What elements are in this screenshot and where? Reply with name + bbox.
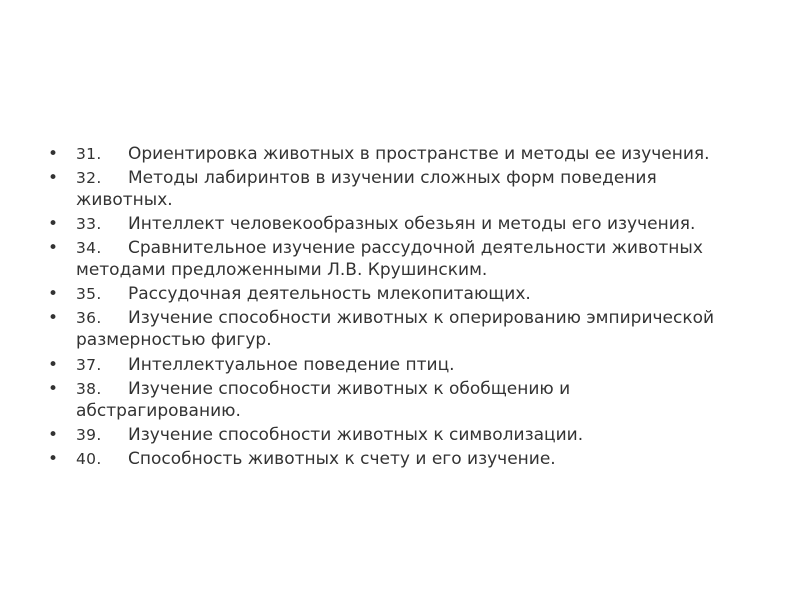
item-text: Изучение способности животных к обобщению и абстрагированию. [76, 378, 571, 421]
item-text: Интеллект человекообразных обезьян и методы его изучения. [128, 214, 696, 235]
item-number: 31. [76, 145, 102, 163]
item-text: Ориентировка животных в пространстве и методы ее изучения. [128, 144, 710, 164]
item-number: 39. [76, 425, 102, 444]
bullet-icon: • [48, 168, 59, 189]
item-text: Способность животных к счету и его изучение. [128, 448, 556, 469]
item-text: Изучение способности животных к символизации. [128, 424, 584, 445]
item-number: 33. [76, 215, 102, 234]
list-item [48, 448, 738, 470]
bullet-icon: • [48, 144, 59, 164]
bullet-icon: • [48, 214, 59, 235]
list-item [48, 424, 738, 446]
bullet-icon: • [48, 284, 59, 305]
list-item [48, 167, 738, 211]
item-number: 36. [76, 309, 102, 328]
list-item [48, 307, 738, 351]
item-text: Интеллектуальное поведение птиц. [128, 354, 455, 375]
item-number: 37. [76, 355, 102, 374]
list-item [48, 143, 738, 165]
item-number: 38. [76, 379, 102, 398]
item-number: 34. [76, 239, 102, 258]
bullet-icon: • [48, 354, 59, 375]
item-text: Методы лабиринтов в изучении сложных форм поведения животных. [76, 168, 657, 211]
list-item [48, 213, 738, 235]
bullet-icon: • [48, 448, 59, 469]
item-text: Рассудочная деятельность млекопитающих. [128, 284, 531, 305]
list-item [48, 378, 738, 422]
bullet-icon: • [48, 378, 59, 399]
item-text: Изучение способности животных к оперированию эмпирической размерностью фигур. [76, 308, 715, 351]
bullet-icon: • [48, 238, 59, 259]
bullet-icon: • [48, 424, 59, 445]
list-item [48, 354, 738, 376]
item-text: Сравнительное изучение рассудочной деятельности животных методами предложенными Л.В. Крушинским. [76, 238, 703, 281]
list-item [48, 237, 738, 281]
item-number: 32. [76, 169, 102, 188]
item-number: 40. [76, 449, 102, 468]
list-item [48, 283, 738, 305]
item-number: 35. [76, 285, 102, 304]
topic-list [48, 143, 738, 472]
bullet-icon: • [48, 308, 59, 329]
